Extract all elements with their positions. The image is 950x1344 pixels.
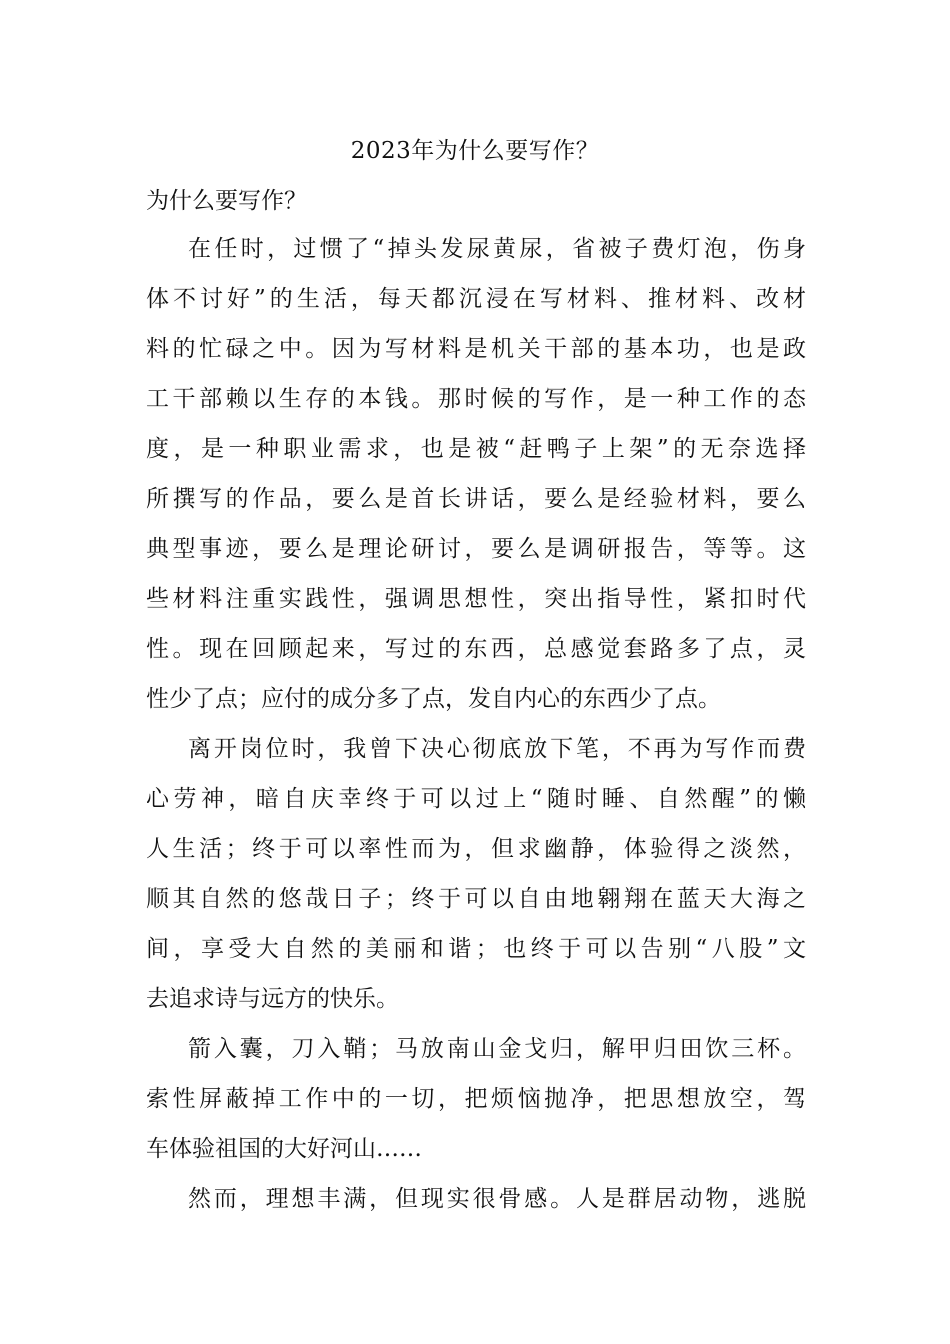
- document-subtitle: 为什么要写作？: [146, 188, 307, 214]
- paragraph-line: 在任时，过惯了“掉头发尿黄尿，省被子费灯泡，伤身: [188, 236, 806, 262]
- paragraph-line: 性少了点；应付的成分多了点，发自内心的东西少了点。: [146, 686, 721, 712]
- paragraph-line: 然而，理想丰满，但现实很骨感。人是群居动物，逃脱: [188, 1186, 806, 1212]
- paragraph-line: 箭入囊，刀入鞘；马放南山金戈归，解甲归田饮三杯。: [188, 1036, 806, 1062]
- paragraph-line: 体不讨好”的生活，每天都沉浸在写材料、推材料、改材: [146, 286, 806, 312]
- paragraph-line: 料的忙碌之中。因为写材料是机关干部的基本功，也是政: [146, 336, 806, 362]
- paragraph-line: 索性屏蔽掉工作中的一切，把烦恼抛净，把思想放空，驾: [146, 1086, 806, 1112]
- document-title: 2023年为什么要写作？: [350, 138, 600, 164]
- paragraph-line: 心劳神，暗自庆幸终于可以过上“随时睡、自然醒”的懒: [146, 786, 806, 812]
- paragraph-line: 些材料注重实践性，强调思想性，突出指导性，紧扣时代: [146, 586, 806, 612]
- paragraph-line: 离开岗位时，我曾下决心彻底放下笔，不再为写作而费: [188, 736, 806, 762]
- paragraph-line: 所撰写的作品，要么是首长讲话，要么是经验材料，要么: [146, 486, 806, 512]
- paragraph-line: 去追求诗与远方的快乐。: [146, 986, 399, 1012]
- paragraph-line: 车体验祖国的大好河山……: [146, 1136, 422, 1162]
- paragraph-line: 顺其自然的悠哉日子；终于可以自由地翱翔在蓝天大海之: [146, 886, 806, 912]
- paragraph-line: 典型事迹，要么是理论研讨，要么是调研报告，等等。这: [146, 536, 806, 562]
- paragraph-line: 工干部赖以生存的本钱。那时候的写作，是一种工作的态: [146, 386, 806, 412]
- paragraph-line: 间，享受大自然的美丽和谐；也终于可以告别“八股”文: [146, 936, 806, 962]
- paragraph-line: 性。现在回顾起来，写过的东西，总感觉套路多了点，灵: [146, 636, 806, 662]
- paragraph-line: 人生活；终于可以率性而为，但求幽静，体验得之淡然，: [146, 836, 806, 862]
- paragraph-line: 度，是一种职业需求，也是被“赶鸭子上架”的无奈选择: [146, 436, 806, 462]
